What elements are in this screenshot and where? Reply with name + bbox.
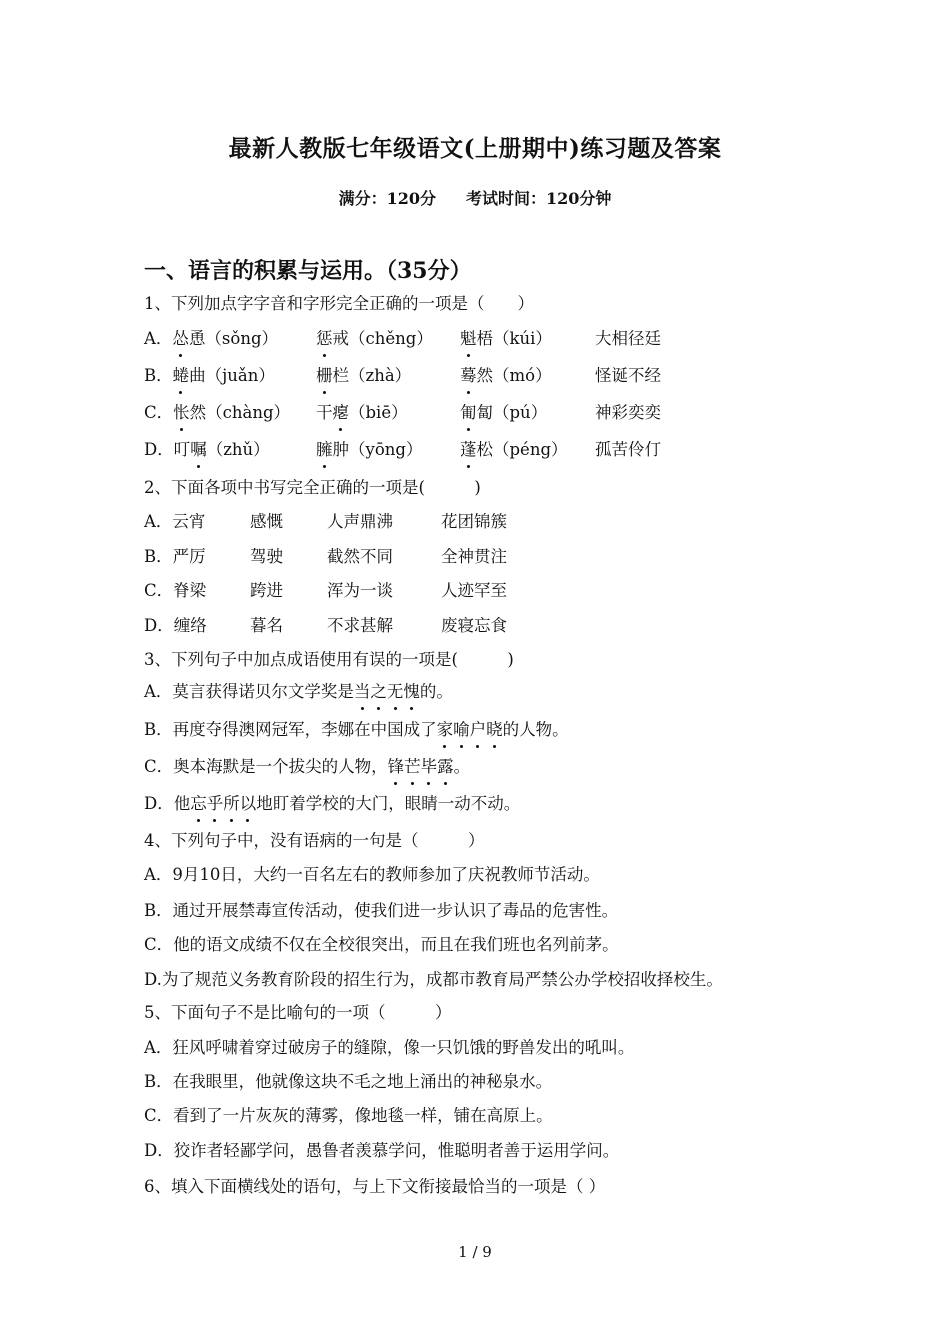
q3-stem: 3、下列句子中加点成语使用有误的一项是( ) xyxy=(144,650,514,669)
q5-option-b: B．在我眼里，他就像这块不毛之地上涌出的神秘泉水。 xyxy=(144,1072,553,1091)
q3-option-a: A．莫言获得诺贝尔文学奖是当之无愧的。 xyxy=(144,680,453,704)
q3-option-d: D．他忘乎所以地盯着学校的大门，眼睛一动不动。 xyxy=(144,792,520,816)
exam-meta xyxy=(0,186,950,209)
q4-option-d: D.为了规范义务教育阶段的招生行为，成都市教育局严禁公办学校招收择校生。 xyxy=(144,970,723,989)
q2-option-a: A．云宵 感慨 人声鼎沸 花团锦簇 xyxy=(144,512,507,531)
q4-stem: 4、下列句子中，没有语病的一句是（ ） xyxy=(144,831,485,850)
document-title: 最新人教版七年级语文(上册期中)练习题及答案 xyxy=(228,135,722,162)
q2-stem: 2、下面各项中书写完全正确的一项是( ) xyxy=(144,478,481,497)
q4-option-b: B．通过开展禁毒宣传活动，使我们进一步认识了毒品的危害性。 xyxy=(144,901,619,920)
q2-option-c: C．脊梁 跨进 浑为一谈 人迹罕至 xyxy=(144,581,507,600)
q1-option-c: C．怅然（chàng） 干瘪（biē） 匍匐（pú） 神彩奕奕 xyxy=(144,401,744,427)
q1-option-d: D．叮嘱（zhǔ） 臃肿（yōng） 蓬松（péng） 孤苦伶仃 xyxy=(144,438,744,464)
page-number: 1 / 9 xyxy=(458,1243,492,1261)
q2-option-b: B．严厉 驾驶 截然不同 全神贯注 xyxy=(144,547,507,566)
q1-option-a: A．怂恿（sǒng） 惩戒（chěng） 魁梧（kúi） 大相径廷 xyxy=(144,327,744,353)
q1-option-b: B．蜷曲（juǎn） 栅栏（zhà） 蓦然（mó） 怪诞不经 xyxy=(144,364,744,390)
q3-option-b: B．再度夺得澳网冠军，李娜在中国成了家喻户晓的人物。 xyxy=(144,718,569,742)
full-score: 满分：120分 xyxy=(338,189,436,208)
section-heading: 一、语言的积累与运用。（35分） xyxy=(144,258,472,284)
q4-option-c: C．他的语文成绩不仅在全校很突出，而且在我们班也名列前茅。 xyxy=(144,935,619,954)
q6-stem: 6、填入下面横线处的语句，与上下文衔接最恰当的一项是（ ） xyxy=(144,1177,606,1196)
q2-option-d: D．缠络 暮名 不求甚解 废寝忘食 xyxy=(144,616,507,635)
q5-option-d: D．狡诈者轻鄙学问，愚鲁者羡慕学问，惟聪明者善于运用学问。 xyxy=(144,1141,620,1160)
q5-stem: 5、下面句子不是比喻句的一项（ ） xyxy=(144,1003,452,1022)
q1-stem: 1、下列加点字字音和字形完全正确的一项是（ ） xyxy=(144,294,534,313)
exam-time: 考试时间：120分钟 xyxy=(466,189,612,208)
q4-option-a: A．9月10日，大约一百名左右的教师参加了庆祝教师节活动。 xyxy=(144,865,600,884)
q5-option-a: A．狂风呼啸着穿过破房子的缝隙，像一只饥饿的野兽发出的吼叫。 xyxy=(144,1038,635,1057)
q5-option-c: C．看到了一片灰灰的薄雾，像地毯一样，铺在高原上。 xyxy=(144,1106,553,1125)
q3-option-c: C．奥本海默是一个拔尖的人物，锋芒毕露。 xyxy=(144,755,470,779)
